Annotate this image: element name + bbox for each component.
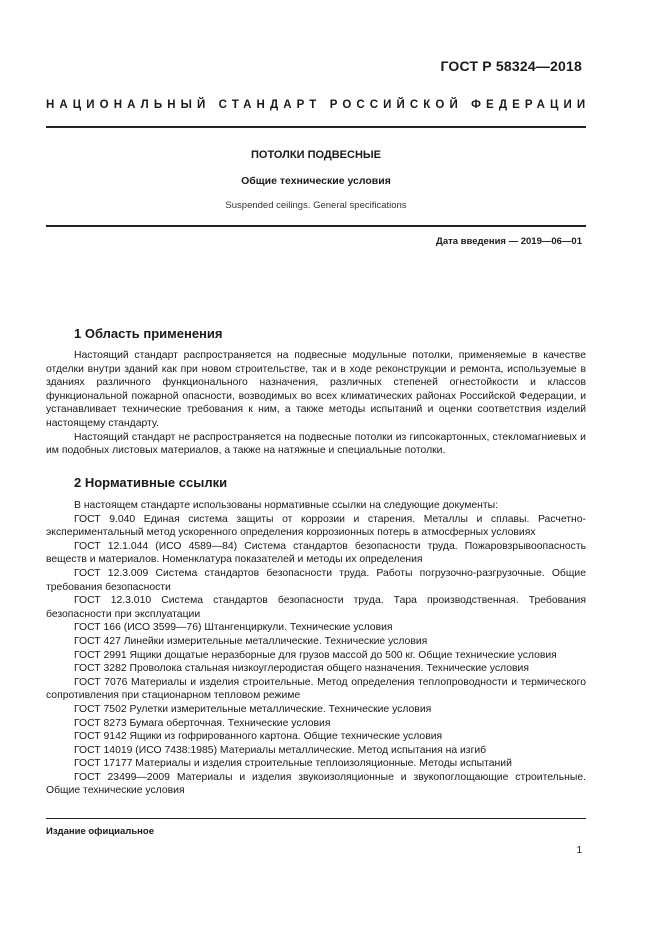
reference-item: ГОСТ 12.1.044 (ИСО 4589—84) Система стандартов безопасности труда. Пожаровзрывоопасность веществ и материалов. Номенклатура показателей и методы их определения — [46, 540, 586, 566]
introduction-date: Дата введения — 2019—06—01 — [436, 236, 582, 247]
page-number: 1 — [576, 845, 582, 856]
reference-item: ГОСТ 12.3.009 Система стандартов безопасности труда. Работы погрузочно-разгрузочные. Общие требования безопасности — [46, 567, 586, 593]
reference-item: ГОСТ 9.040 Единая система защиты от коррозии и старения. Металлы и сплавы. Расчетно-экспериментальный метод ускоренного определения коррозионных потерь в атмосферных условиях — [46, 513, 586, 539]
document-title: ПОТОЛКИ ПОДВЕСНЫЕ — [250, 149, 381, 161]
reference-item: ГОСТ 8273 Бумага оберточная. Технические условия — [74, 717, 331, 729]
reference-item: ГОСТ 7076 Материалы и изделия строительные. Метод определения теплопроводности и термического сопротивления при стационарном тепловом режиме — [46, 676, 586, 702]
reference-item: ГОСТ 427 Линейки измерительные металлические. Технические условия — [74, 635, 428, 647]
top-divider — [46, 126, 586, 128]
section-heading: 1 Область применения — [74, 326, 223, 341]
paragraph: Настоящий стандарт распространяется на подвесные модульные потолки, применяемые в качестве отделки внутри зданий как при новом строительстве, так и в ходе реконструкции и ремонта, используемые в зданиях различного функционального назначения, различных степеней огнестойкости и классов функциональной пожарной опасности, возводимых во всех климатических районах Российской Федерации, и устанавливает технические требования к ним, а также методы испытаний и оценки соответствия изделий настоящему стандарту. — [46, 350, 586, 429]
section-scope — [46, 326, 586, 458]
section-heading: 2 Нормативные ссылки — [74, 475, 228, 490]
footer-divider — [46, 818, 586, 819]
reference-item: ГОСТ 17177 Материалы и изделия строительные теплоизоляционные. Методы испытаний — [74, 758, 512, 770]
national-standard-banner: НАЦИОНАЛЬНЫЙ СТАНДАРТ РОССИЙСКОЙ ФЕДЕРАЦИИ — [46, 99, 591, 111]
reference-item: ГОСТ 3282 Проволока стальная низкоуглеродистая общего назначения. Технические условия — [74, 663, 529, 675]
reference-item: ГОСТ 7502 Рулетки измерительные металлические. Технические условия — [74, 703, 432, 715]
reference-item: ГОСТ 9142 Ящики из гофрированного картона. Общие технические условия — [74, 731, 443, 743]
document-subtitle: Общие технические условия — [241, 175, 391, 187]
reference-item: ГОСТ 23499—2009 Материалы и изделия звукоизоляционные и звукопоглощающие строительные. Общие технические условия — [46, 771, 586, 797]
paragraph: Настоящий стандарт не распространяется на подвесные потолки из гипсокартонных, стекломагниевых и им подобных листовых материалов, а также на натяжные и специальные потолки. — [46, 431, 586, 457]
official-edition-label: Издание официальное — [46, 826, 154, 837]
reference-item: ГОСТ 2991 Ящики дощатые неразборные для грузов массой до 500 кг. Общие технические условия — [74, 649, 557, 661]
reference-item: ГОСТ 14019 (ИСО 7438:1985) Материалы металлические. Метод испытания на изгиб — [74, 744, 487, 756]
document-title-english: Suspended ceilings. General specifications — [225, 200, 407, 211]
references-intro: В настоящем стандарте использованы нормативные ссылки на следующие документы: — [74, 500, 498, 511]
document-code: ГОСТ Р 58324—2018 — [440, 58, 582, 74]
section-normative-references — [46, 475, 586, 798]
reference-item: ГОСТ 12.3.010 Система стандартов безопасности труда. Тара производственная. Требования безопасности при эксплуатации — [46, 595, 586, 620]
reference-item: ГОСТ 166 (ИСО 3599—76) Штангенциркули. Технические условия — [74, 622, 393, 634]
title-divider — [46, 225, 586, 227]
